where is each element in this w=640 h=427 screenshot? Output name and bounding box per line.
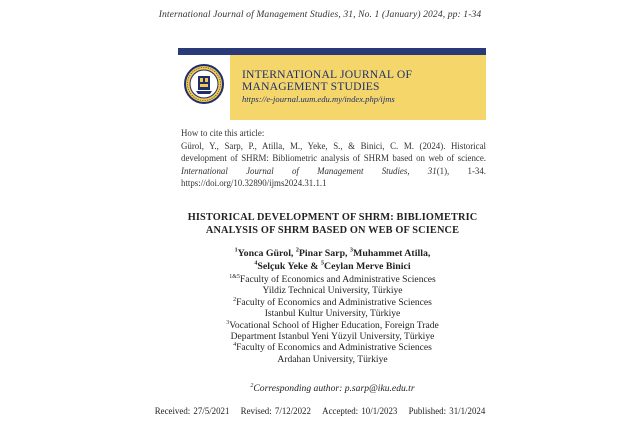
affiliation-text: Faculty of Economics and Administrative Sciences bbox=[239, 274, 436, 285]
author-sup: 1 bbox=[234, 247, 238, 254]
citation-issue[interactable]: (1), 1-34. https://doi.org/10.32890/ bbox=[181, 165, 486, 189]
date-received: Received: 27/5/2021 bbox=[154, 406, 230, 416]
author-line1 bbox=[170, 247, 495, 260]
affiliation-line bbox=[170, 354, 495, 365]
journal-banner-top-bar bbox=[178, 48, 486, 55]
journal-url[interactable]: https://e-journal.uum.edu.my/index.php/ijms bbox=[242, 94, 395, 104]
affiliation-text: Faculty of Economics and Administrative Sciences bbox=[236, 296, 432, 308]
affiliation-line bbox=[170, 342, 495, 353]
affiliations bbox=[170, 274, 495, 365]
author-sup: 4 bbox=[254, 260, 258, 267]
author-name: Pinar Sarp, bbox=[298, 248, 350, 259]
citation-journal: International Journal of Management Studies, 31 bbox=[181, 165, 437, 176]
corresponding-author bbox=[170, 383, 495, 394]
journal-name-line2: MANAGEMENT STUDIES bbox=[242, 80, 380, 93]
citation-block bbox=[181, 127, 486, 190]
journal-name bbox=[242, 69, 412, 93]
affiliation-line bbox=[170, 297, 495, 308]
journal-name-line1: INTERNATIONAL JOURNAL OF bbox=[242, 68, 413, 81]
citation-doi-tail[interactable]: ijms2024.31.1.1 bbox=[269, 178, 327, 189]
article-title bbox=[170, 212, 495, 237]
article-dates bbox=[0, 406, 640, 416]
affiliation-line bbox=[170, 274, 495, 285]
corresponding-sup: 2 bbox=[250, 382, 254, 389]
corresponding-text[interactable]: Corresponding author: p.sarp@iku.edu.tr bbox=[253, 383, 415, 394]
date-published: Published: 31/1/2024 bbox=[408, 406, 486, 416]
affiliation-text: Ardahan University, Türkiye bbox=[277, 353, 388, 365]
author-name: Yonca Gürol, bbox=[237, 248, 296, 259]
university-seal-icon bbox=[184, 64, 224, 104]
article-title-line2: ANALYSIS OF SHRM BASED ON WEB OF SCIENCE bbox=[205, 224, 460, 236]
affiliation-sup: 1&5 bbox=[229, 273, 240, 280]
affiliation-text: Yildiz Technical University, Türkiye bbox=[262, 285, 403, 297]
author-name: Selçuk Yeke & bbox=[257, 261, 321, 272]
citation-heading: How to cite this article: bbox=[181, 128, 265, 138]
author-line2 bbox=[170, 260, 495, 273]
author-sup: 2 bbox=[295, 247, 299, 254]
affiliation-text: Vocational School of Higher Education, Foreign Trade bbox=[229, 319, 439, 331]
author-name: Muhammet Atilla, bbox=[353, 248, 431, 259]
article-title-line1: HISTORICAL DEVELOPMENT OF SHRM: BIBLIOMETRIC bbox=[187, 212, 478, 223]
running-header: International Journal of Management Studies, 31, No. 1 (January) 2024, pp: 1-34 bbox=[158, 9, 482, 20]
affiliation-sup: 4 bbox=[233, 342, 237, 349]
author-list bbox=[170, 247, 495, 273]
affiliation-text: Istanbul Kultur University, Türkiye bbox=[264, 308, 401, 320]
date-revised: Revised: 7/12/2022 bbox=[240, 406, 311, 416]
affiliation-text: Department Istanbul Yeni Yüzyil University, Türkiye bbox=[230, 331, 435, 343]
affiliation-text: Faculty of Economics and Administrative Sciences bbox=[236, 342, 432, 354]
affiliation-line bbox=[170, 285, 495, 296]
affiliation-line bbox=[170, 331, 495, 342]
affiliation-line bbox=[170, 320, 495, 331]
affiliation-sup: 2 bbox=[233, 296, 237, 303]
author-sup: 3 bbox=[350, 247, 353, 254]
citation-body: Gürol, Y., Sarp, P., Atilla, M., Yeke, S., & Binici, C. M. (2024). Historical development of SHRM: Bibliometric analysis of SHRM based on web of science. bbox=[181, 140, 486, 164]
affiliation-sup: 3 bbox=[226, 319, 230, 326]
date-accepted: Accepted: 10/1/2023 bbox=[322, 406, 398, 416]
author-sup: 5 bbox=[320, 260, 324, 267]
affiliation-line bbox=[170, 308, 495, 319]
citation-text bbox=[181, 140, 486, 190]
author-name: Ceylan Merve Binici bbox=[323, 261, 411, 272]
